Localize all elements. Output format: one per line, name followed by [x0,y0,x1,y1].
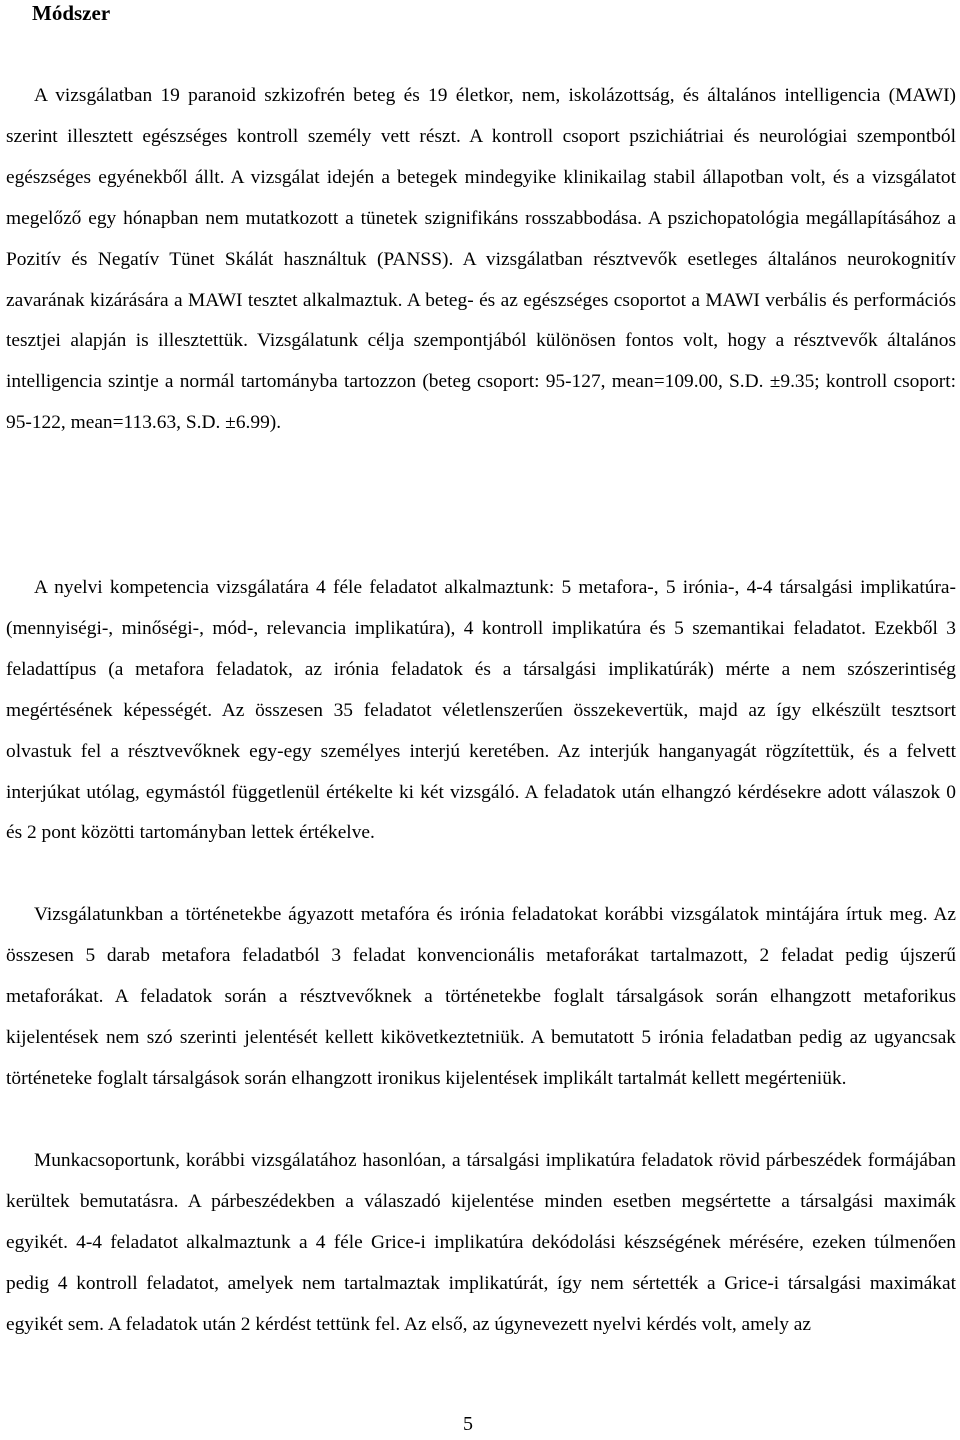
section-heading: Módszer [32,1,111,25]
paragraph-metaphor-irony: Vizsgálatunkban a történetekbe ágyazott metafóra és irónia feladatokat korábbi vizsgálatok mintájára írtuk meg. Az összesen 5 darab metafora feladatból 3 feladat konvencionális metaforákat tartalmazott, 2 feladat pedig újszerű metaforákat. A feladatok során a résztvevőknek a történetekbe foglalt társalgások során elhangzott metaforikus kijelentések nem szó szerinti jelentését kellett kikövetkeztetniük. A bemutatott 5 irónia feladatban pedig az ugyancsak történeteke foglalt társalgások során elhangzott ironikus kijelentések implikált tartalmát kellett megérteniük. [6,904,956,1089]
paragraph-implicature: Munkacsoportunk, korábbi vizsgálatához hasonlóan, a társalgási implikatúra feladatok rövid párbeszédek formájában kerültek bemutatásra. A párbeszédekben a válaszadó kijelentése minden esetben megsértette a társalgási maximák egyikét. 4-4 feladatot alkalmaztunk a 4 féle Grice-i implikatúra dekódolási készségének mérésére, ezeken túlmenően pedig 4 kontroll feladatot, amelyek nem tartalmaztak implikatúrát, így nem sértették a Grice-i társalgási maximákat egyikét sem. A feladatok után 2 kérdést tettünk fel. Az első, az úgynevezett nyelvi kérdés volt, amely az [6,1150,956,1335]
page-number: 5 [463,1413,473,1435]
paragraph-language-tasks: A nyelvi kompetencia vizsgálatára 4 féle feladatot alkalmaztunk: 5 metafora-, 5 irónia-, 4-4 társalgási implikatúra- (mennyiségi-, minőségi-, mód-, relevancia implikatúra), 4 kontroll implikatúra és 5 szemantikai feladatot. Ezekből 3 feladattípus (a metafora feladatok, az irónia feladatok és a társalgási implikatúrák) mérte a nem szószerintiség megértésének képességét. Az összesen 35 feladatot véletlenszerűen összekevertük, majd az így elkészült tesztsort olvastuk fel a résztvevőknek egy-egy személyes interjú keretében. Az interjúk hanganyagát rögzítettük, és a felvett interjúkat utólag, egymástól függetlenül értékelte ki két vizsgáló. A feladatok után elhangzó kérdésekre adott válaszok 0 és 2 pont közötti tartományban lettek értékelve. [6,577,956,844]
paragraph-participants: A vizsgálatban 19 paranoid szkizofrén beteg és 19 életkor, nem, iskolázottság, és általános intelligencia (MAWI) szerint illesztett egészséges kontroll személy vett részt. A kontroll csoport pszichiátriai és neurológiai szempontból egészséges egyénekből állt. A vizsgálat idején a betegek mindegyike klinikailag stabil állapotban volt, és a vizsgálatot megelőző egy hónapban nem mutatkozott a tünetek szignifikáns rosszabbodása. A pszichopatológia megállapításához a Pozitív és Negatív Tünet Skálát használtuk (PANSS). A vizsgálatban résztvevők esetleges általános neurokognitív zavarának kizárására a MAWI tesztet alkalmaztuk. A beteg- és az egészséges csoportot a MAWI verbális és performációs tesztjei alapján is illesztettük. Vizsgálatunk célja szempontjából különösen fontos volt, hogy a résztvevők általános intelligencia szintje a normál tartományba tartozzon (beteg csoport: 95-127, mean=109.00, S.D. ±9.35; kontroll csoport: 95-122, mean=113.63, S.D. ±6.99). [6,85,956,434]
